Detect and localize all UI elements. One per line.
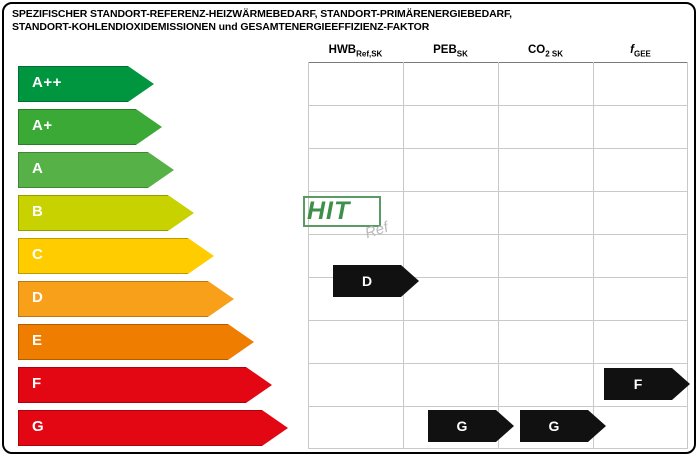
class-label-e: E — [32, 332, 43, 349]
column-header-fgee: $f_{GEE}$ — [630, 44, 651, 59]
page-title — [12, 8, 572, 34]
watermark — [303, 196, 413, 252]
class-band-body — [18, 367, 246, 403]
class-label-a-plus: A+ — [32, 117, 53, 134]
class-band-body — [18, 281, 208, 317]
class-label-d: D — [32, 289, 44, 306]
class-label-a-plus-plus: A++ — [32, 74, 62, 91]
column-header-peb: $PEB_{SK}$ — [433, 44, 468, 59]
class-label-c: C — [32, 246, 44, 263]
grid-vline-1 — [308, 62, 309, 449]
column-header-hwb: $HWB_{Ref,SK}$ — [328, 44, 383, 59]
watermark-signature: Ref — [362, 218, 391, 243]
class-label-b: B — [32, 203, 44, 220]
class-band-tip — [188, 238, 214, 274]
title-line-1: SPEZIFISCHER STANDORT-REFERENZ-HEIZWÄRMEBEDARF, STANDORT-PRIMÄRENERGIEBEDARF, — [12, 8, 513, 20]
class-band-body — [18, 238, 188, 274]
class-band-tip — [262, 410, 288, 446]
result-tip — [672, 368, 690, 400]
watermark-text: HIT — [307, 197, 351, 225]
class-label-g: G — [32, 418, 45, 435]
grid-vline-3 — [498, 62, 499, 449]
class-band-tip — [246, 367, 272, 403]
grid-hline-7 — [308, 363, 688, 364]
result-label-co2: G — [548, 418, 560, 434]
class-label-a: A — [32, 160, 44, 177]
grid-hline-1 — [308, 105, 688, 106]
class-band-body — [18, 410, 262, 446]
class-label-f: F — [32, 375, 42, 392]
class-band-body — [18, 324, 228, 360]
grid-hline-3 — [308, 191, 688, 192]
grid-hline-9 — [308, 448, 688, 449]
class-band-tip — [148, 152, 174, 188]
grid-hline-8 — [308, 406, 688, 407]
grid-hline-6 — [308, 320, 688, 321]
class-band-tip — [128, 66, 154, 102]
class-band-tip — [136, 109, 162, 145]
class-band-tip — [208, 281, 234, 317]
class-band-tip — [228, 324, 254, 360]
grid-hline-2 — [308, 148, 688, 149]
result-label-hwb: D — [361, 273, 373, 289]
result-label-fgee: F — [633, 376, 643, 392]
grid-vline-2 — [403, 62, 404, 449]
result-tip — [496, 410, 514, 442]
result-tip — [401, 265, 419, 297]
result-label-peb: G — [456, 418, 468, 434]
result-tip — [588, 410, 606, 442]
column-header-co2: $CO_{2 SK}$ — [527, 44, 564, 59]
grid-vline-4 — [593, 62, 594, 449]
class-band-tip — [168, 195, 194, 231]
title-line-2: STANDORT-KOHLENDIOXIDEMISSIONEN und GESAMTENERGIEEFFIZIENZ-FAKTOR — [12, 21, 430, 33]
